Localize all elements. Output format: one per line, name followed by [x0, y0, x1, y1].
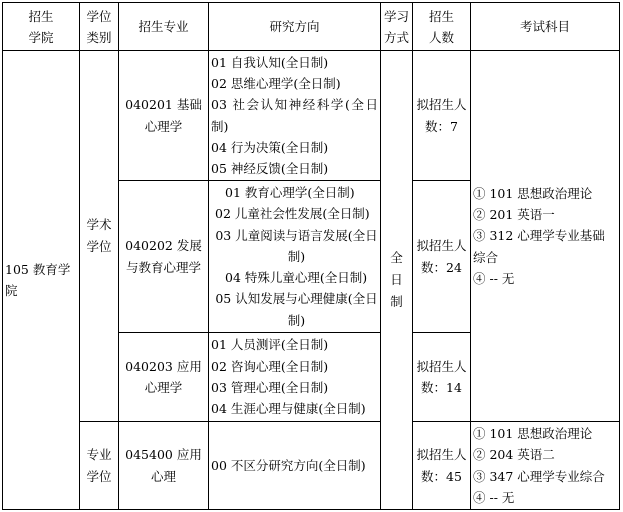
header-college — [3, 3, 80, 51]
major-cell: 040201 基础心理学 — [119, 51, 209, 181]
exam-academic-cell — [471, 51, 620, 422]
header-college-line1: 招生 — [28, 8, 54, 24]
direction-item: 01 自我认知(全日制) — [211, 54, 329, 70]
direction-item: 03 社会认知神经科学(全日制) — [211, 97, 378, 134]
header-direction: 研究方向 — [209, 3, 381, 51]
direction-item: 04 生涯心理与健康(全日制) — [211, 401, 366, 417]
enrollment-cell: 拟招生人数：7 — [413, 51, 471, 181]
header-exam: 考试科目 — [471, 3, 620, 51]
header-degree-type — [80, 3, 119, 51]
header-enrollment — [413, 3, 471, 51]
study-mode-char: 全 — [390, 250, 403, 265]
degree-type-academic-text: 学术学位 — [86, 217, 112, 254]
header-study-mode — [381, 3, 413, 51]
major-cell: 045400 应用心理 — [119, 422, 209, 510]
direction-item: 04 特殊儿童心理(全日制) — [225, 270, 368, 286]
direction-item: 01 人员测评(全日制) — [211, 337, 329, 353]
exam-item: ④ -- 无 — [473, 489, 515, 505]
directions-cell: 00 不区分研究方向(全日制) — [209, 422, 381, 510]
direction-item: 02 思维心理学(全日制) — [211, 75, 341, 91]
table-row — [3, 422, 620, 510]
exam-item: ③ 312 心理学专业基础综合 — [473, 228, 605, 265]
enrollment-cell: 拟招生人数：24 — [413, 181, 471, 333]
directions-cell — [209, 181, 381, 333]
exam-item: ① 101 思想政治理论 — [473, 425, 593, 441]
header-study-mode-line2: 方式 — [383, 29, 409, 45]
enrollment-table — [2, 2, 620, 510]
degree-type-professional-text: 专业学位 — [86, 446, 112, 484]
direction-item: 05 认知发展与心理健康(全日制) — [215, 291, 378, 328]
direction-item: 02 儿童社会性发展(全日制) — [215, 206, 370, 222]
degree-type-professional — [80, 422, 119, 510]
exam-item: ① 101 思想政治理论 — [473, 185, 593, 201]
directions-cell — [209, 51, 381, 181]
exam-item: ② 201 英语一 — [473, 207, 555, 223]
header-enrollment-line1: 招生 — [428, 8, 454, 24]
study-mode-char: 制 — [390, 294, 403, 309]
exam-item: ③ 347 心理学专业综合 — [473, 468, 605, 484]
direction-item: 02 咨询心理(全日制) — [211, 358, 329, 374]
header-study-mode-line1: 学习 — [383, 8, 409, 24]
study-mode-char: 日 — [390, 272, 403, 287]
major-cell: 040203 应用心理学 — [119, 333, 209, 422]
exam-professional-cell — [471, 422, 620, 510]
exam-item: ② 204 英语二 — [473, 447, 555, 463]
direction-item: 03 管理心理(全日制) — [211, 380, 329, 395]
direction-item: 03 儿童阅读与语言发展(全日制) — [215, 227, 378, 264]
exam-item: ④ -- 无 — [473, 270, 515, 286]
direction-item: 04 行为决策(全日制) — [211, 139, 329, 155]
header-degree-type-line2: 类别 — [86, 29, 112, 45]
header-degree-type-line1: 学位 — [86, 8, 112, 24]
study-mode-cell — [381, 51, 413, 510]
header-major: 招生专业 — [119, 3, 209, 51]
direction-item: 01 教育心理学(全日制) — [225, 184, 355, 200]
directions-cell — [209, 333, 381, 422]
college-cell: 105 教育学院 — [3, 51, 80, 510]
degree-type-academic — [80, 51, 119, 422]
table-row — [3, 51, 620, 181]
enrollment-cell: 拟招生人数：14 — [413, 333, 471, 422]
major-cell: 040202 发展与教育心理学 — [119, 181, 209, 333]
header-enrollment-line2: 人数 — [428, 29, 454, 45]
header-row — [3, 3, 620, 51]
direction-item: 05 神经反馈(全日制) — [211, 161, 329, 177]
enrollment-cell: 拟招生人数：45 — [413, 422, 471, 510]
header-college-line2: 学院 — [28, 29, 54, 45]
